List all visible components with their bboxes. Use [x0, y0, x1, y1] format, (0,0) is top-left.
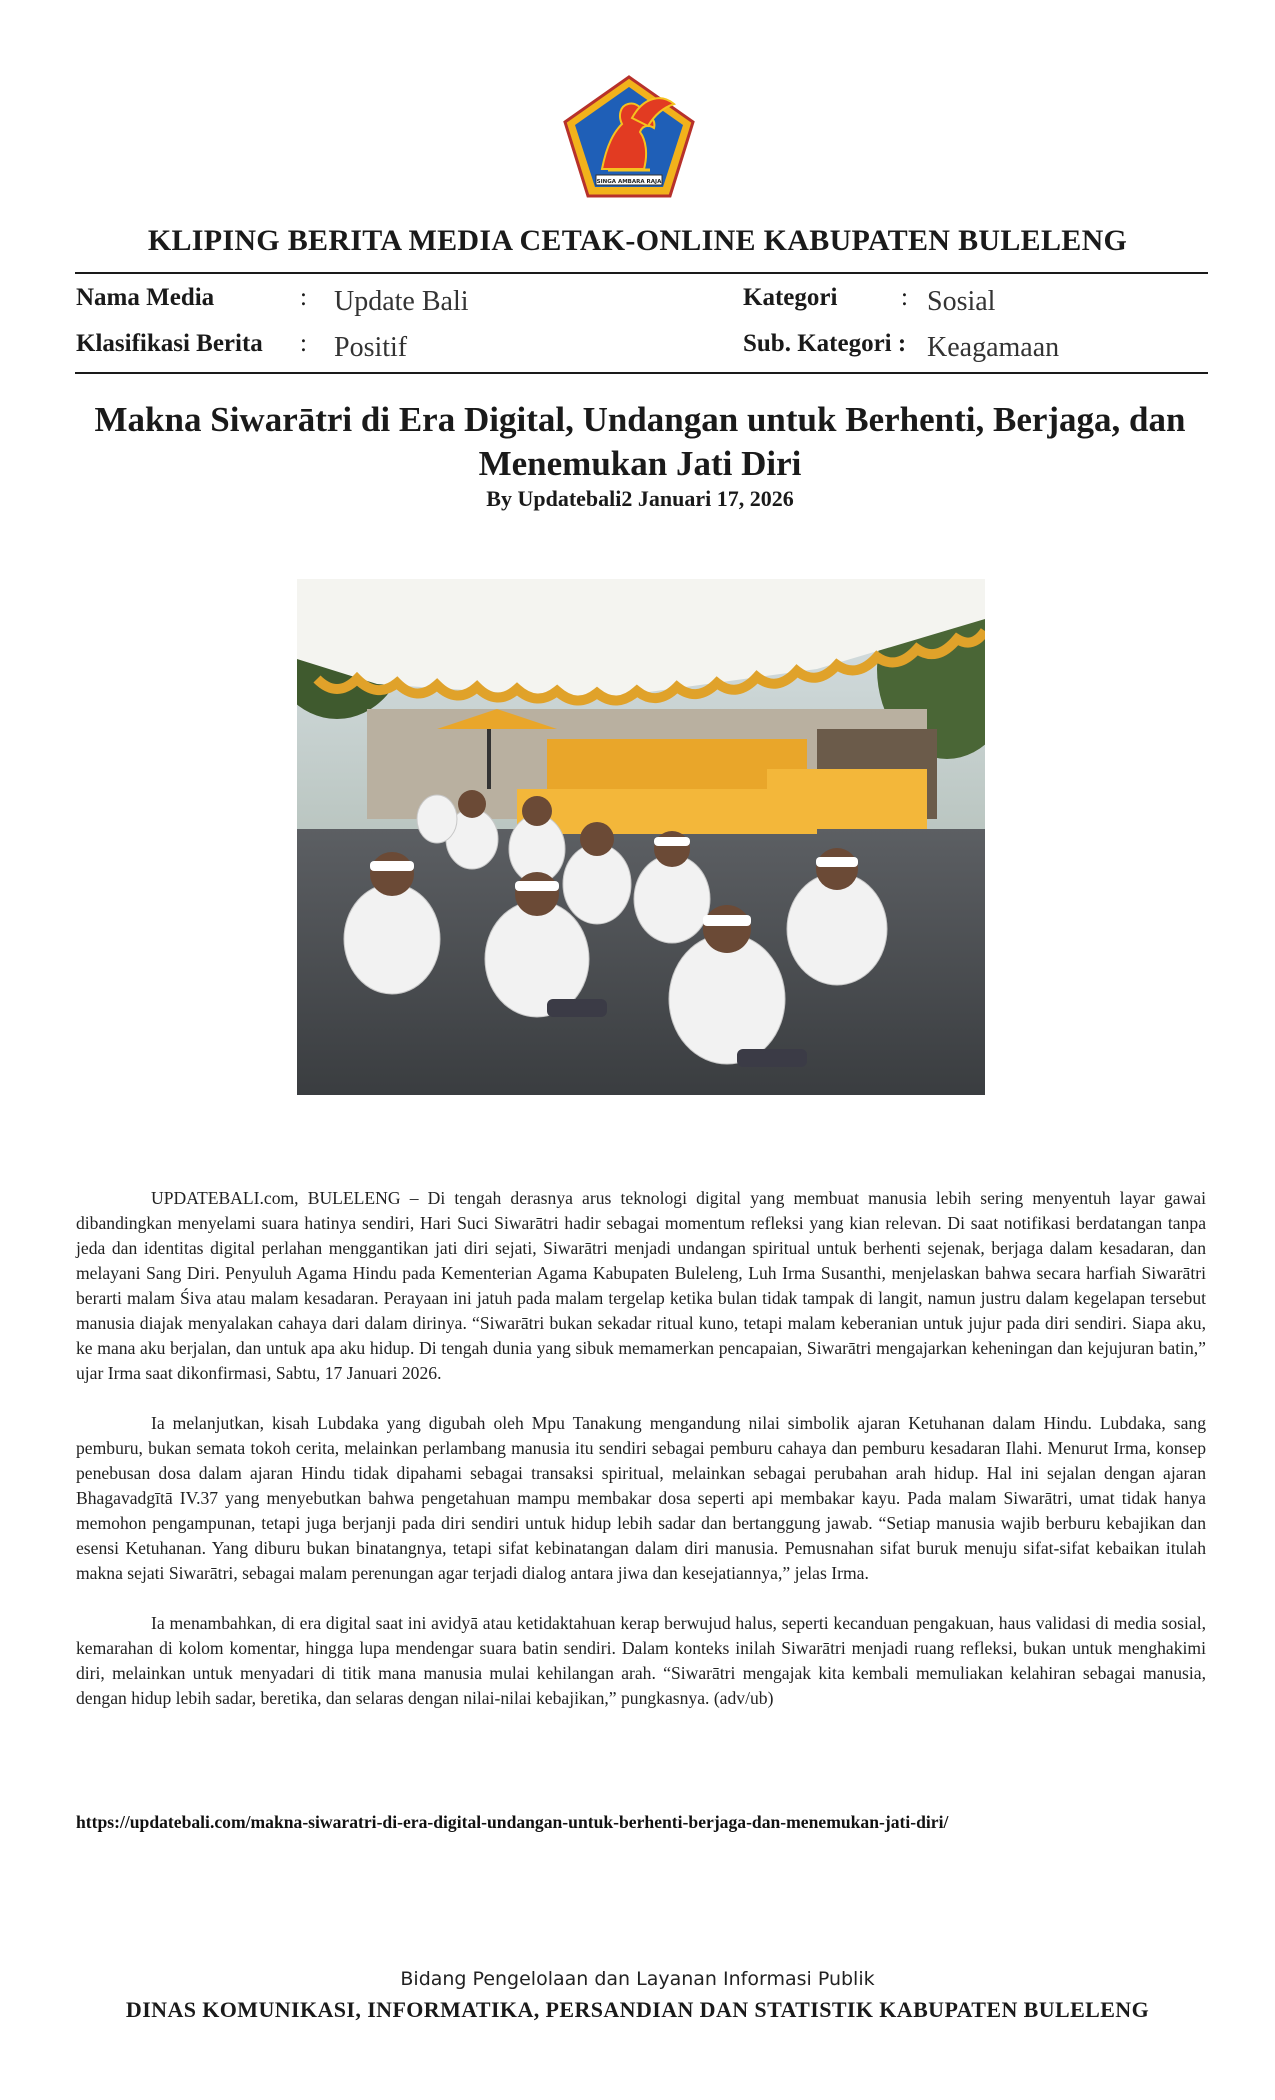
meta-label: Klasifikasi Berita: [76, 330, 263, 357]
svg-text:SINGA AMBARA RAJA: SINGA AMBARA RAJA: [596, 179, 662, 185]
meta-label: Sub. Kategori :: [743, 330, 907, 357]
meta-value: Sosial: [927, 286, 996, 317]
footer-agency: DINAS KOMUNIKASI, INFORMATIKA, PERSANDIAN DAN STATISTIK KABUPATEN BULELENG: [125, 1997, 1150, 2022]
article-paragraph: Ia melanjutkan, kisah Lubdaka yang digubah oleh Mpu Tanakung mengandung nilai simbolik ajaran Ketuhanan dalam Hindu. Lubdaka, sang pemburu, bukan semata tokoh cerita, melainkan perlambang manusia itu sendiri sebagai pemburu cahaya dan pemburu kesadaran Ilahi. Menurut Irma, konsep penebusan dosa dalam ajaran Hindu tidak dipahami sebagai transaksi spiritual, melainkan sebagai perubahan arah hidup. Hal ini sejalan dengan ajaran Bhagavadgītā IV.37 yang menyebutkan bahwa pengetahuan mampu membakar dosa seperti api membakar kayu. Pada malam Siwarātri, umat tidak hanya memohon pengampunan, tetapi juga berjanji pada diri sendiri untuk hidup lebih sadar dan bertanggung jawab. “Setiap manusia wajib berburu kebajikan dan esensi Ketuhanan. Yang diburu bukan binatangnya, tetapi sifat kebinatangan dalam diri manusia. Pemusnahan sifat buruk menuju sifat-sifat kebaikan itulah makna sejati Siwarātri, sebagai malam perenungan agar terjadi dialog antara jiwa dan kesejatiannya,” jelas Irma.: [76, 1413, 1206, 1583]
meta-colon: :: [300, 330, 307, 357]
article-title: [70, 398, 1210, 486]
header-divider-bottom: [75, 372, 1208, 374]
meta-value: Positif: [334, 332, 408, 363]
article-body: [76, 1186, 1206, 1736]
meta-label: Nama Media: [76, 284, 215, 311]
meta-label: Kategori: [743, 284, 838, 311]
meta-colon: :: [300, 284, 307, 311]
article-source-link[interactable]: https://updatebali.com/makna-siwaratri-di-era-digital-undangan-untuk-berhenti-berjaga-dan-menemukan-jati-diri/: [76, 1812, 949, 1832]
article-byline: By Updatebali2 Januari 17, 2026: [486, 486, 794, 511]
header-divider-top: [75, 272, 1208, 274]
meta-value: Update Bali: [334, 286, 469, 317]
article-paragraph: Ia menambahkan, di era digital saat ini avidyā atau ketidaktahuan kerap berwujud halus, seperti kecanduan pengakuan, haus validasi di media sosial, kemarahan di kolom komentar, hingga lupa mendengar suara batin sendiri. Dalam konteks inilah Siwarātri menjadi ruang refleksi, bukan untuk menghakimi diri, melainkan untuk menyadari di titik mana manusia mulai kehilangan arah. “Siwarātri mengajak kita kembali memuliakan kelahiran sebagai manusia, dengan hidup lebih sadar, beretika, dan selaras dengan nilai-nilai kebajikan,” pungkasnya. (adv/ub): [76, 1613, 1206, 1708]
article-photo-ceremony: [297, 579, 985, 1095]
meta-colon: :: [901, 284, 908, 311]
meta-value: Keagamaan: [927, 332, 1060, 363]
buleleng-regency-logo: [562, 74, 696, 200]
article-paragraph: UPDATEBALI.com, BULELENG – Di tengah derasnya arus teknologi digital yang membuat manusia lebih sering menyentuh layar gawai dibandingkan menyelami suara hatinya sendiri, Hari Suci Siwarātri hadir sebagai momentum refleksi yang kian relevan. Di saat notifikasi berdatangan tanpa jeda dan identitas digital perlahan menggantikan jati diri sejati, Siwarātri menjadi undangan spiritual untuk berhenti sejenak, berjaga dalam kesadaran, dan melayani Sang Diri. Penyuluh Agama Hindu pada Kementerian Agama Kabupaten Buleleng, Luh Irma Susanthi, menjelaskan bahwa secara harfiah Siwarātri berarti malam Śiva atau malam kesadaran. Perayaan ini jatuh pada malam tergelap ketika bulan tidak tampak di langit, namun justru dalam kegelapan tersebut manusia diajak menyalakan cahaya dari dalam dirinya. “Siwarātri bukan sekadar ritual kuno, tetapi malam keberanian untuk jujur pada diri sendiri. Siapa aku, ke mana aku berjalan, dan untuk apa aku hidup. Di tengah dunia yang sibuk memamerkan pencapaian, Siwarātri mengajarkan keheningan dan kejujuran batin,” ujar Irma saat dikonfirmasi, Sabtu, 17 Januari 2026.: [76, 1188, 1206, 1383]
article-title-line-1: Makna Siwarātri di Era Digital, Undangan untuk Berhenti, Berjaga, dan: [94, 400, 1186, 439]
article-title-line-2: Menemukan Jati Diri: [478, 444, 802, 483]
footer-department: Bidang Pengelolaan dan Layanan Informasi Publik: [400, 1968, 875, 1990]
clipping-header-title: KLIPING BERITA MEDIA CETAK-ONLINE KABUPATEN BULELENG: [147, 224, 1128, 257]
